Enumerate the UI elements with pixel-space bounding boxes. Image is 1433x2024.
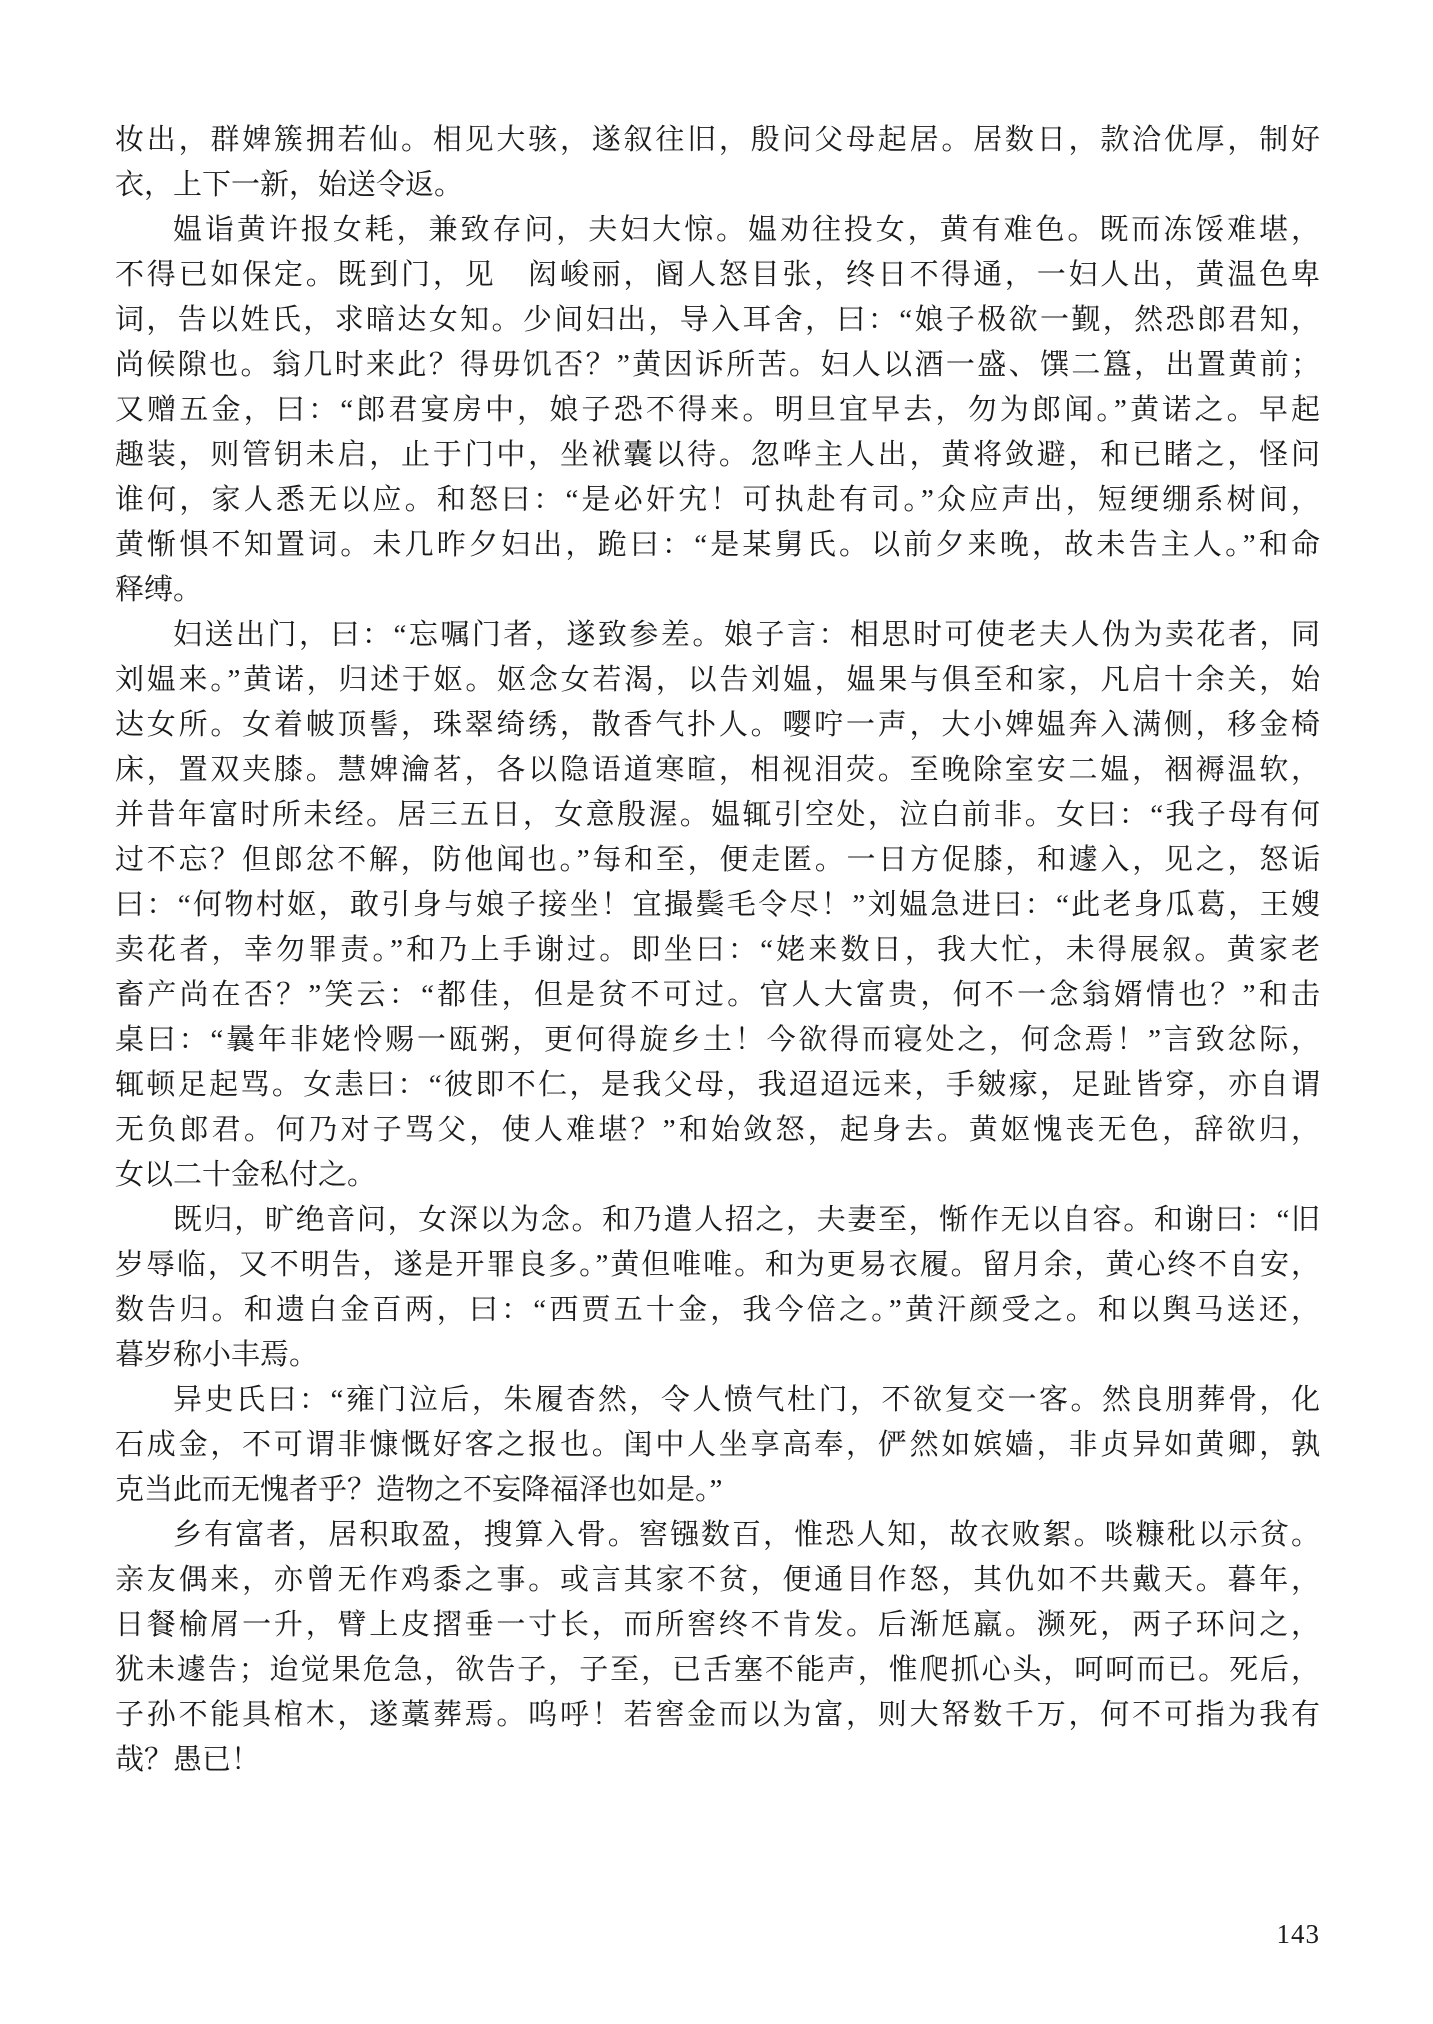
text-line: 不得已如保定。既到门，见 闳峻丽，阍人怒目张，终日不得通，一妇人出，黄温色卑 xyxy=(115,259,1320,291)
text-line: 畜产尚在否？”笑云：“都佳，但是贫不可过。官人大富贵，何不一念翁婿情也？”和击 xyxy=(115,979,1320,1011)
text-line: 石成金，不可谓非慷慨好客之报也。闺中人坐享高奉，俨然如嫔嫱，非贞异如黄卿，孰 xyxy=(115,1429,1320,1461)
text-line: 子孙不能具棺木，遂藁葬焉。呜呼！若窖金而以为富，则大帑数千万，何不可指为我有 xyxy=(115,1699,1320,1731)
text-line: 趣装，则管钥未启，止于门中，坐袱囊以待。忽哗主人出，黄将敛避，和已睹之，怪问 xyxy=(115,439,1320,471)
text-line: 达女所。女着帔顶髻，珠翠绮绣，散香气扑人。嘤咛一声，大小婢媪奔入满侧，移金椅 xyxy=(115,709,1320,741)
text-line: 异史氏曰：“雍门泣后，朱履杳然，令人愤气杜门，不欲复交一客。然良朋葬骨，化 xyxy=(173,1384,1320,1416)
text-line: 又赠五金，曰：“郎君宴房中，娘子恐不得来。明旦宜早去，勿为郎闻。”黄诺之。早起 xyxy=(115,394,1320,426)
text-line: 媪诣黄许报女耗，兼致存问，夫妇大惊。媪劝往投女，黄有难色。既而冻馁难堪， xyxy=(173,214,1320,246)
text-line: 卖花者，幸勿罪责。”和乃上手谢过。即坐曰：“姥来数日，我大忙，未得展叙。黄家老 xyxy=(115,934,1320,966)
text-line: 无负郎君。何乃对子骂父，使人难堪？”和始敛怒，起身去。黄妪愧丧无色，辞欲归， xyxy=(115,1114,1320,1146)
text-line: 妆出，群婢簇拥若仙。相见大骇，遂叙往旧，殷问父母起居。居数日，款洽优厚，制好 xyxy=(115,124,1320,156)
paragraph xyxy=(115,1378,1320,1513)
text-line: 暮岁称小丰焉。 xyxy=(115,1339,319,1371)
text-line: 床，置双夹膝。慧婢瀹茗，各以隐语道寒暄，相视泪荧。至晚除室安二媪，裀褥温软， xyxy=(115,754,1320,786)
paragraph xyxy=(115,613,1320,1198)
page-number: 143 xyxy=(1276,1919,1320,1949)
text-line: 乡有富者，居积取盈，搜算入骨。窖镪数百，惟恐人知，故衣败絮。啖糠秕以示贫。 xyxy=(173,1519,1320,1551)
text-line: 妇送出门，曰：“忘嘱门者，遂致参差。娘子言：相思时可使老夫人伪为卖花者，同 xyxy=(173,619,1320,651)
text-line: 衣，上下一新，始送令返。 xyxy=(115,169,464,201)
text-line: 岁辱临，又不明告，遂是开罪良多。”黄但唯唯。和为更易衣履。留月余，黄心终不自安， xyxy=(115,1249,1320,1281)
text-line: 词，告以姓氏，求暗达女知。少间妇出，导入耳舍，曰：“娘子极欲一觐，然恐郎君知， xyxy=(115,304,1320,336)
text-line: 尚候隙也。翁几时来此？得毋饥否？”黄因诉所苦。妇人以酒一盛、馔二簋，出置黄前； xyxy=(115,349,1320,381)
text-line: 释缚。 xyxy=(115,574,203,606)
text-line: 数告归。和遗白金百两，曰：“西贾五十金，我今倍之。”黄汗颜受之。和以舆马送还， xyxy=(115,1294,1320,1326)
text-line: 桌曰：“曩年非姥怜赐一瓯粥，更何得旋乡土！今欲得而寝处之，何念焉！”言致忿际， xyxy=(115,1024,1320,1056)
text-line: 谁何，家人悉无以应。和怒曰：“是必奸宄！可执赴有司。”众应声出，短绠绷系树间， xyxy=(115,484,1320,516)
paragraph xyxy=(115,208,1320,613)
text-line: 辄顿足起骂。女恚曰：“彼即不仁，是我父母，我迢迢远来，手皴瘃，足趾皆穿，亦自谓 xyxy=(115,1069,1320,1101)
paragraph xyxy=(115,1513,1320,1783)
text-line: 亲友偶来，亦曾无作鸡黍之事。或言其家不贫，便通目作怒，其仇如不共戴天。暮年， xyxy=(115,1564,1320,1596)
paragraph xyxy=(115,1198,1320,1378)
text-line: 曰：“何物村妪，敢引身与娘子接坐！宜撮鬓毛令尽！”刘媪急进曰：“此老身瓜葛，王嫂 xyxy=(115,889,1320,921)
text-line: 刘媪来。”黄诺，归述于妪。妪念女若渴，以告刘媪，媪果与俱至和家，凡启十余关，始 xyxy=(115,664,1320,696)
text-line: 并昔年富时所未经。居三五日，女意殷渥。媪辄引空处，泣白前非。女曰：“我子母有何 xyxy=(115,799,1320,831)
text-line: 克当此而无愧者乎？造物之不妄降福泽也如是。” xyxy=(115,1474,723,1506)
paragraph xyxy=(115,118,1320,208)
document-body xyxy=(115,118,1320,1783)
text-line: 哉？愚已！ xyxy=(115,1744,261,1776)
text-line: 既归，旷绝音问，女深以为念。和乃遣人招之，夫妻至，惭作无以自容。和谢曰：“旧 xyxy=(173,1204,1320,1236)
text-line: 犹未遽告；迨觉果危急，欲告子，子至，已舌塞不能声，惟爬抓心头，呵呵而已。死后， xyxy=(115,1654,1320,1686)
text-line: 过不忘？但郎忿不解，防他闻也。”每和至，便走匿。一日方促膝，和遽入，见之，怒诟 xyxy=(115,844,1320,876)
text-line: 日餐榆屑一升，臂上皮摺垂一寸长，而所窖终不肯发。后渐尪羸。濒死，两子环问之， xyxy=(115,1609,1320,1641)
text-line: 黄惭惧不知置词。未几昨夕妇出，跪曰：“是某舅氏。以前夕来晚，故未告主人。”和命 xyxy=(115,529,1320,561)
text-line: 女以二十金私付之。 xyxy=(115,1159,377,1191)
